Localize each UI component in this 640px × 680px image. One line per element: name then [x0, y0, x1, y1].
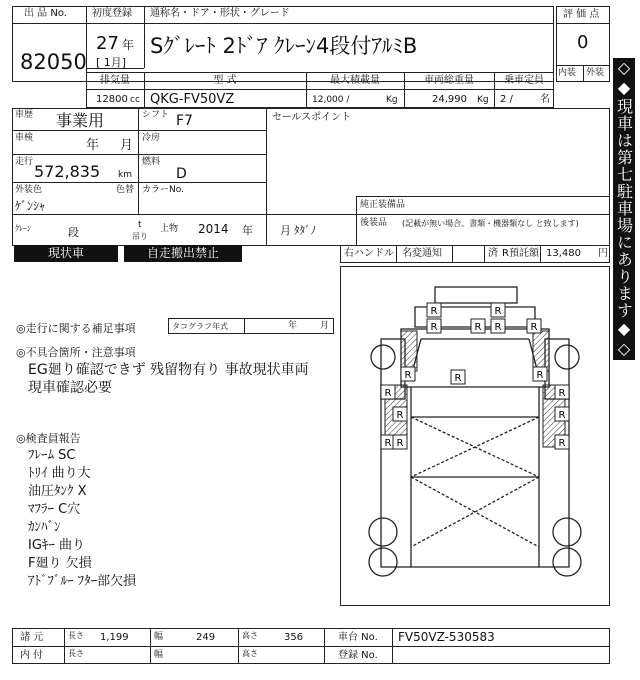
reg-month: [ 1月] — [96, 56, 127, 69]
upper-month: 月 — [280, 224, 291, 237]
name-change-label: 名変通知 — [402, 248, 442, 259]
exterior-label: 外装 — [586, 68, 605, 78]
repair-mark: R — [396, 438, 404, 449]
capacity-unit: 名 — [540, 94, 550, 105]
length-label: 長さ — [68, 631, 84, 640]
score-label: 評 価 点 — [563, 9, 600, 20]
height-value: 356 — [284, 632, 304, 643]
repair-mark: R — [530, 322, 538, 333]
repair-mark: R — [430, 306, 438, 317]
color-code-label: カラーNo. — [142, 185, 184, 195]
steering-value: 右ハンドル — [344, 248, 394, 259]
chassis-value: FV50VZ-530583 — [398, 630, 495, 644]
repair-mark: R — [454, 373, 462, 384]
chassis-label: 車台 No. — [338, 632, 378, 643]
reg-year: 27 — [96, 33, 119, 54]
inspection-label: 車検 — [15, 133, 34, 143]
side-note — [613, 58, 635, 360]
width-label: 幅 — [154, 632, 164, 642]
equipment-label: 純正装備品 — [360, 200, 406, 210]
height-label: 高さ — [242, 631, 258, 640]
inspection-year: 年 — [86, 138, 100, 153]
recycle-value: 13,480 — [546, 248, 581, 259]
recycle-label: R預託額 — [502, 248, 539, 259]
gross-weight-value: 24,990 — [432, 94, 467, 105]
recycle-mark: 済 — [488, 248, 498, 259]
color-label: 外装色 — [15, 185, 43, 195]
upper-year: 2014 — [198, 222, 229, 236]
aftermarket-label: 後装品 — [360, 218, 388, 228]
side-note-text: ◇◆現車は第七駐車場にあります◆◇ — [614, 58, 634, 359]
inspector-item: IGｷｰ 曲り — [28, 538, 86, 553]
repair-mark: R — [430, 322, 438, 333]
crane-lift: 吊り — [132, 232, 148, 241]
crane-stage: 段 — [68, 226, 79, 239]
inspector-item: ｶﾝﾊﾞﾝ — [28, 520, 61, 535]
inspection-month: 月 — [120, 138, 134, 153]
vehicle-diagram — [341, 267, 609, 605]
inspector-title: ◎検査員報告 — [16, 432, 81, 445]
repair-mark: R — [558, 438, 566, 449]
gross-weight-unit: Kg — [477, 95, 489, 105]
reg-year-unit: 年 — [122, 38, 135, 52]
repair-mark: R — [558, 410, 566, 421]
crane-ton: t — [138, 220, 142, 230]
mileage-unit: km — [118, 170, 132, 180]
displacement-value: 12800 — [96, 94, 128, 105]
lot-number: 82050 — [20, 50, 87, 74]
tacho-label: タコグラフ年式 — [172, 322, 228, 331]
repair-mark: R — [494, 322, 502, 333]
defect-line-2: 現車確認必要 — [28, 380, 112, 396]
inspector-item: ﾏﾌﾗｰ C穴 — [28, 502, 81, 517]
mileage-value: 572,835 — [34, 162, 101, 181]
model-label: 型 式 — [213, 75, 237, 86]
model-value: QKG-FV50VZ — [150, 92, 235, 107]
spec-label: 諸 元 — [20, 632, 44, 643]
interior-fit-label: 内 付 — [20, 650, 44, 661]
no-self-drive-badge: 自走搬出禁止 — [124, 245, 242, 262]
repair-mark: R — [494, 306, 502, 317]
defect-line-1: EG廻り確認できず 残留物有り 事故現状車両 — [28, 362, 309, 378]
aftermarket-note: (記載が無い場合、書類・機器類なし と致します) — [402, 219, 579, 228]
displacement-label: 排気量 — [100, 75, 130, 86]
tacho-month: 月 — [320, 321, 330, 331]
current-car-badge: 現状車 — [14, 245, 118, 262]
reg-label: 初度登録 — [92, 8, 132, 19]
gross-weight-label: 車両総重量 — [424, 75, 474, 86]
lot-label: 出 品 No. — [24, 8, 67, 19]
max-load-value: 12,000 / — [312, 95, 350, 105]
car-name: Sｸﾞﾚｰﾄ 2ﾄﾞｱ ｸﾚｰﾝ4段付ｱﾙﾐB — [150, 34, 418, 58]
reg-no-label: 登録 No. — [338, 650, 378, 661]
repair-mark: R — [558, 388, 566, 399]
interior-label: 内装 — [558, 68, 577, 78]
mileage-label: 走行 — [15, 157, 34, 167]
width-label-2: 幅 — [154, 650, 164, 660]
capacity-label: 乗車定員 — [504, 75, 544, 86]
fuel-label: 燃料 — [142, 157, 161, 167]
width-value: 249 — [196, 632, 216, 643]
fuel-value: D — [176, 166, 187, 182]
max-load-label: 最大積載量 — [330, 75, 380, 86]
color-change-label: 色替 — [116, 185, 135, 195]
shift-label: シフト — [142, 110, 170, 120]
score-value: 0 — [577, 32, 589, 53]
repair-mark: R — [474, 322, 482, 333]
history-value: 事業用 — [56, 111, 105, 130]
repair-mark: R — [384, 438, 392, 449]
capacity-value: 2 / — [500, 94, 513, 105]
repair-mark: R — [396, 410, 404, 421]
color-value: ｹﾞﾝｼｬ — [15, 199, 46, 213]
crane-label: ｸﾚｰﾝ — [15, 224, 31, 233]
length-value: 1,199 — [100, 632, 129, 643]
length-label-2: 長さ — [68, 649, 84, 658]
inspector-item: ﾄﾘｲ 曲り大 — [28, 466, 91, 481]
upper-maker: ﾀﾀﾞﾉ — [294, 224, 316, 237]
upper-label: 上物 — [160, 224, 179, 234]
tacho-year: 年 — [288, 321, 298, 331]
inspector-item: 油圧ﾀﾝｸ X — [28, 484, 87, 499]
history-label: 車歴 — [15, 110, 34, 120]
repair-mark: R — [536, 370, 544, 381]
inspector-item: F廻り 欠損 — [28, 556, 92, 571]
shift-value: F7 — [176, 113, 193, 129]
car-name-label: 通称名・ドア・形状・グレード — [150, 8, 290, 19]
recycle-unit: 円 — [598, 248, 608, 259]
displacement-unit: cc — [130, 95, 140, 105]
upper-year-unit: 年 — [242, 224, 253, 237]
ac-label: 冷房 — [142, 133, 161, 143]
sales-point-label: セールスポイント — [272, 112, 352, 123]
repair-mark: R — [384, 388, 392, 399]
inspector-item: ﾌﾚｰﾑ SC — [28, 448, 76, 463]
defects-title: ◎不具合箇所・注意事項 — [16, 346, 136, 359]
inspector-item: ｱﾄﾞﾌﾞﾙｰ ﾌﾀｰ部欠損 — [28, 574, 137, 589]
repair-mark: R — [404, 370, 412, 381]
height-label-2: 高さ — [242, 649, 258, 658]
max-load-unit: Kg — [386, 95, 398, 105]
supplement-title: ◎走行に関する補足事項 — [16, 322, 136, 335]
